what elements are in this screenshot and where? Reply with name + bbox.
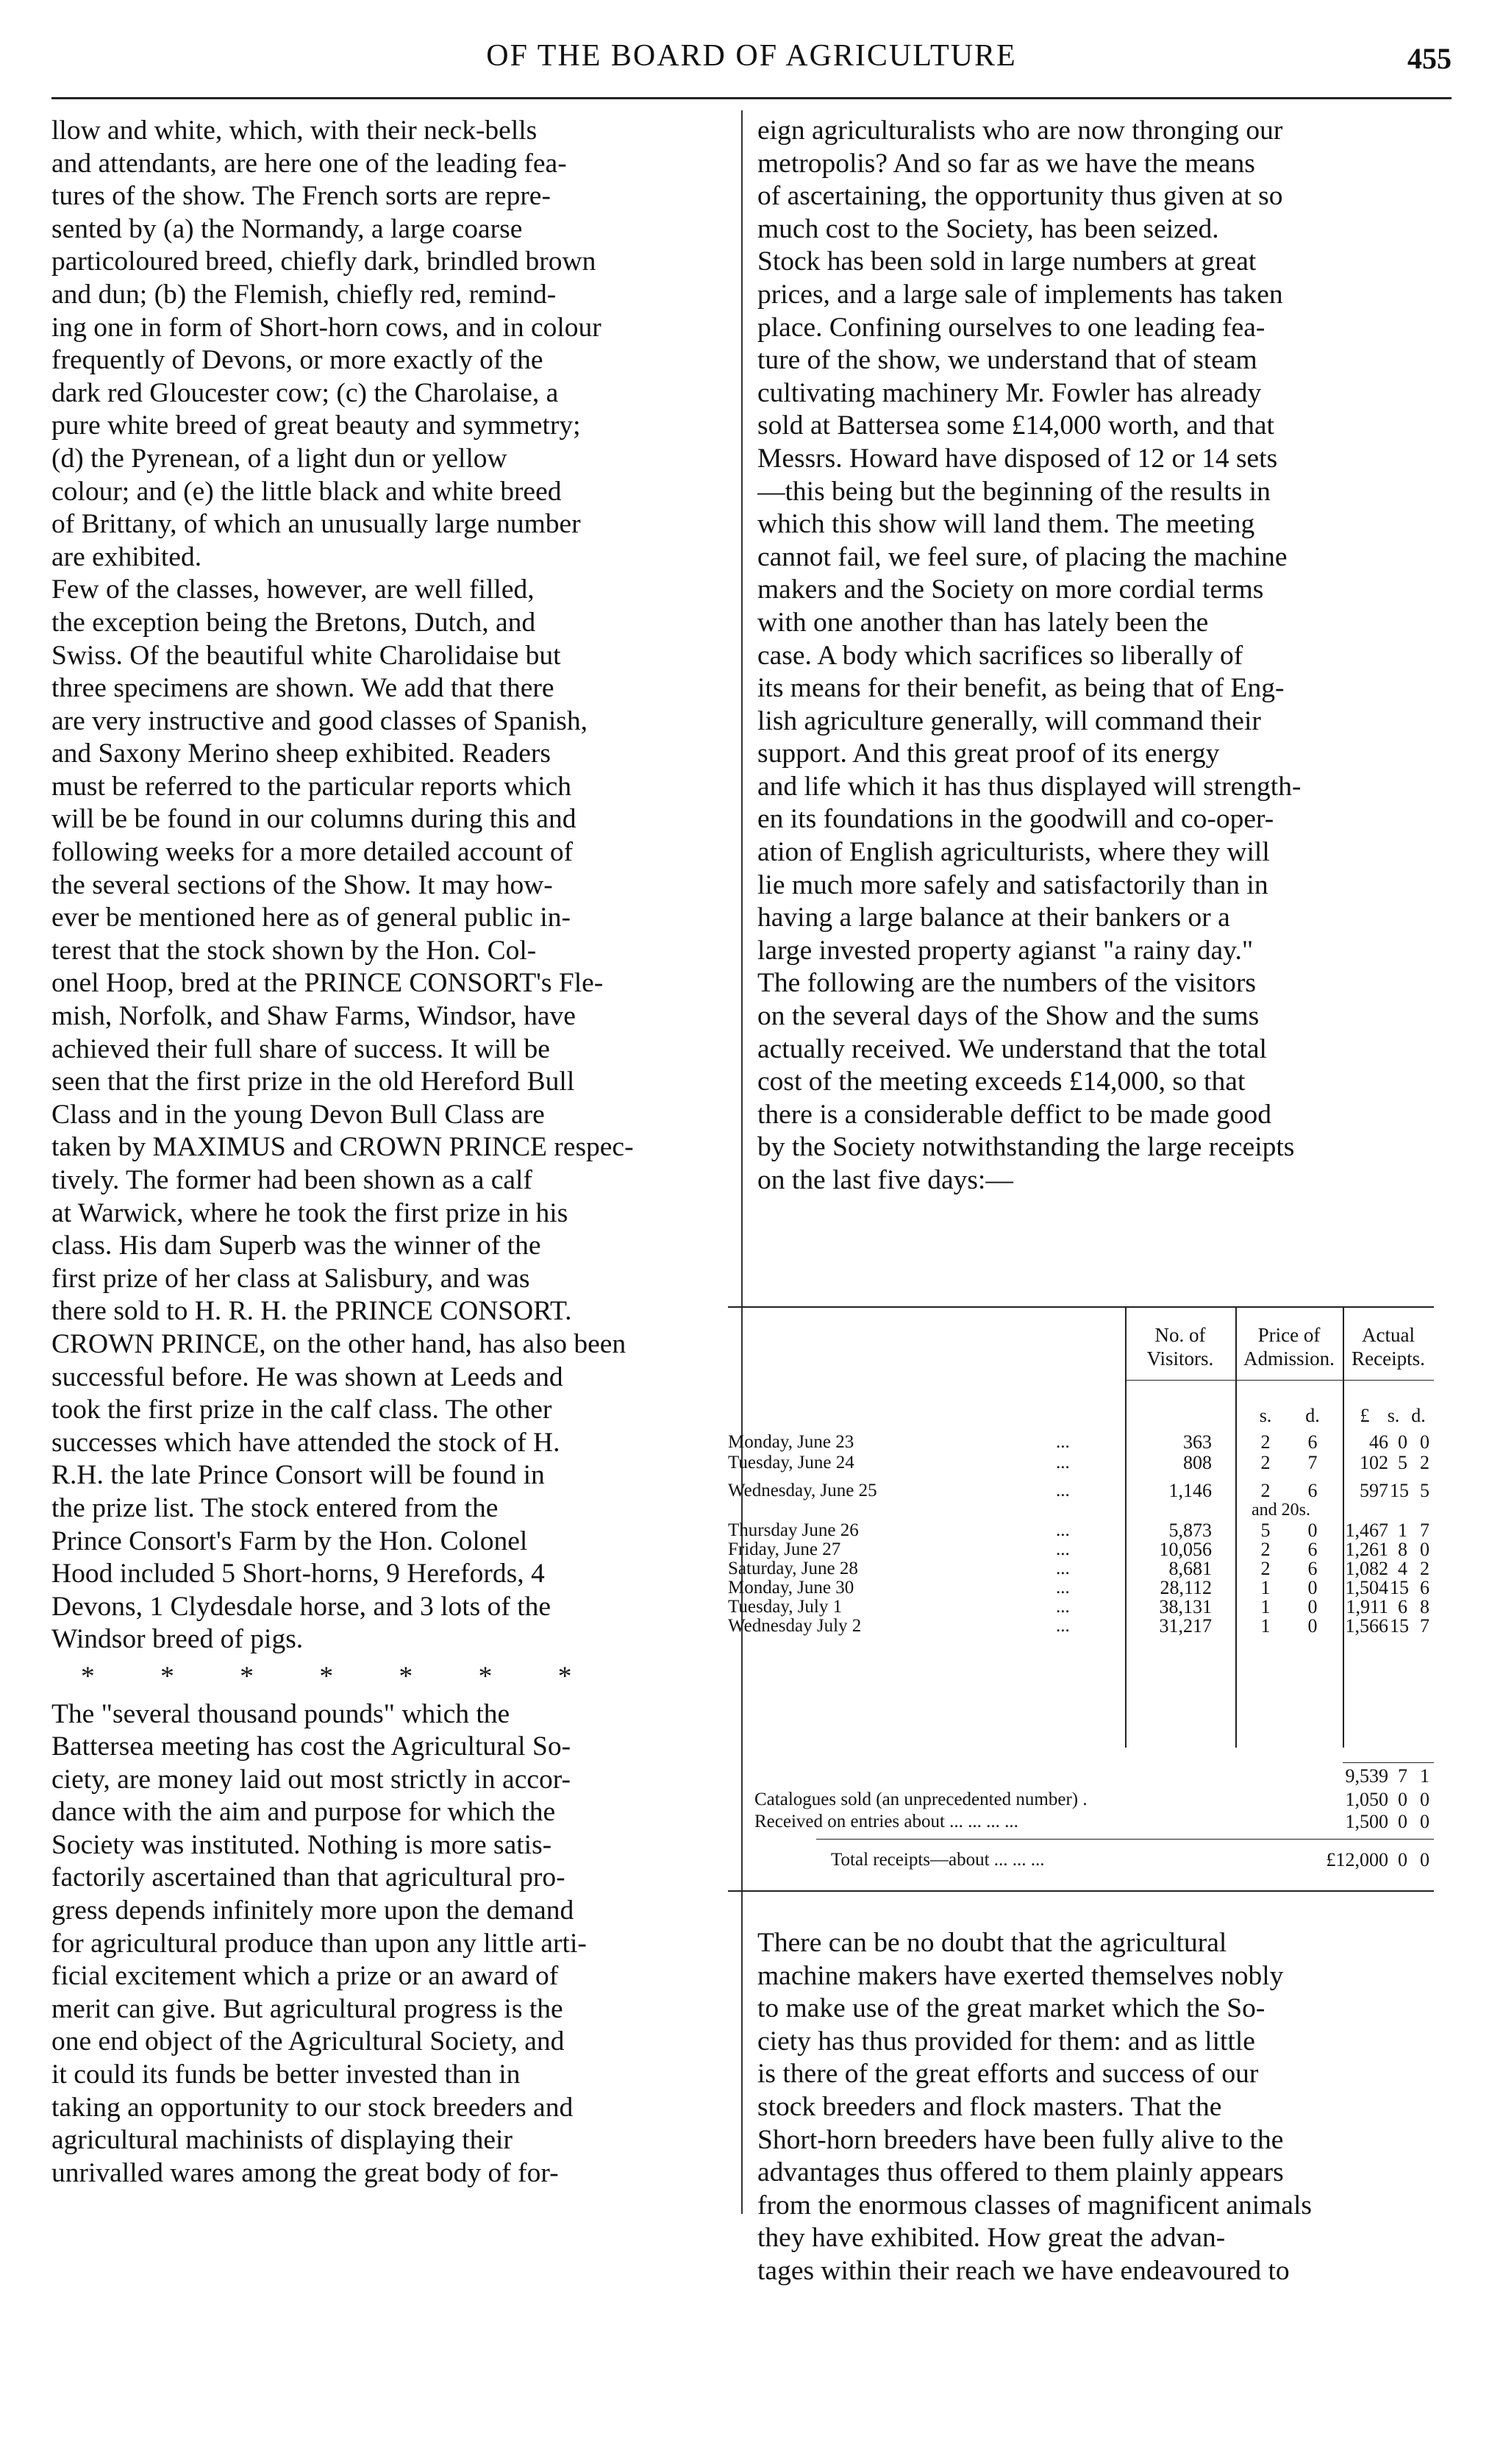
text-line: mish, Norfolk, and Shaw Farms, Windsor, have (51, 1001, 576, 1032)
text-line: ciety has thus provided for them: and as little (757, 2026, 1255, 2057)
text-line: cost of the meeting exceeds £14,000, so that (757, 1067, 1246, 1097)
row-day: Wednesday July 2 (728, 1616, 862, 1636)
text-line: merit can give. But agricultural progress is the (51, 1993, 563, 2024)
row-receipts-pounds: 1,082 (1345, 1558, 1388, 1579)
text-line: tures of the show. The French sorts are repre- (51, 181, 551, 212)
page-number: 455 (1407, 42, 1452, 75)
text-line: on the several days of the Show and the sums (757, 1001, 1260, 1032)
text-line: first prize of her class at Salisbury, and was (51, 1263, 530, 1294)
text-line: there is a considerable deffict to be made good (757, 1099, 1272, 1130)
text-line: onel Hoop, bred at the PRINCE CONSORT's Fle- (51, 968, 604, 999)
right-column (757, 115, 1452, 1197)
text-line: The "several thousand pounds" which the (51, 1698, 510, 1729)
row-price-s: 1 (1260, 1596, 1271, 1617)
text-line: are exhibited. (51, 541, 202, 572)
text-line: particoloured breed, chiefly dark, brindled brown (51, 246, 596, 277)
header-rule (51, 97, 1452, 99)
text-line: tages within their reach we have endeavoured to (757, 2255, 1290, 2286)
row-dots: ... (1056, 1481, 1070, 1500)
text-line: Windsor breed of pigs. (51, 1624, 304, 1655)
row-receipts-shillings: 8 (1398, 1539, 1407, 1560)
text-line: tively. The former had been shown as a calf (51, 1165, 532, 1195)
row-visitors: 5,873 (1168, 1520, 1212, 1541)
entries-pounds: 1,500 (1345, 1811, 1388, 1832)
subtotal-pence: 1 (1420, 1765, 1429, 1787)
row-dots: ... (1056, 1432, 1070, 1452)
text-line: ture of the show, we understand that of steam (757, 345, 1257, 376)
row-receipts-pence: 5 (1420, 1480, 1429, 1501)
text-line: (d) the Pyrenean, of a light dun or yellow (51, 443, 507, 474)
text-line: dance with the aim and purpose for which the (51, 1797, 556, 1828)
text-line: having a large balance at their bankers or a (757, 902, 1230, 933)
row-price-s: 5 (1260, 1520, 1271, 1541)
row-price-s: 2 (1260, 1558, 1271, 1579)
row-day: Tuesday, June 24 (728, 1453, 854, 1473)
header-visitors-2: Visitors. (1146, 1347, 1214, 1370)
row-day: Saturday, June 28 (728, 1559, 858, 1578)
row-receipts-pence: 7 (1420, 1615, 1429, 1637)
text-line: Swiss. Of the beautiful white Charolidaise but (51, 640, 561, 671)
entries-label: Received on entries about ... ... ... ... (754, 1812, 1018, 1831)
header-price-1: Price of (1257, 1324, 1321, 1346)
section-break-stars: * * * * * * * (81, 1661, 601, 1692)
total-pounds: £12,000 (1326, 1849, 1388, 1870)
row-visitors: 8,681 (1168, 1558, 1212, 1579)
row-visitors: 363 (1183, 1431, 1212, 1453)
row-receipts-pence: 6 (1420, 1577, 1429, 1598)
text-line: which this show will land them. The meeting (757, 509, 1255, 540)
text-line: stock breeders and flock masters. That the (757, 2091, 1222, 2122)
text-line: lish agriculture generally, will command their (757, 705, 1261, 736)
column-divider (741, 110, 743, 2214)
row-receipts-pounds: 597 (1360, 1480, 1388, 1501)
catalogues-label: Catalogues sold (an unprecedented number) . (754, 1790, 1088, 1809)
row-price-d: 0 (1307, 1577, 1318, 1598)
row-receipts-shillings: 15 (1390, 1615, 1409, 1637)
text-line: llow and white, which, with their neck-bells (51, 115, 538, 146)
unit-pence: d. (1411, 1405, 1426, 1426)
text-line: much cost to the Society, has been seized. (757, 213, 1219, 244)
header-receipts-2: Receipts. (1352, 1347, 1425, 1370)
row-day: Thursday June 26 (728, 1520, 859, 1540)
text-line: Class and in the young Devon Bull Class are (51, 1099, 545, 1130)
subtotal-pounds: 9,539 (1345, 1765, 1388, 1787)
row-day: Tuesday, July 1 (728, 1597, 843, 1617)
text-line: sented by (a) the Normandy, a large coarse (51, 213, 523, 244)
row-receipts-pounds: 1,566 (1345, 1615, 1388, 1637)
row-price-s: 1 (1260, 1577, 1271, 1598)
text-line: one end object of the Agricultural Society, and (51, 2026, 565, 2057)
text-line: Battersea meeting has cost the Agricultural So- (51, 1731, 571, 1762)
row-receipts-pounds: 102 (1360, 1452, 1388, 1473)
text-line: and Saxony Merino sheep exhibited. Readers (51, 738, 551, 769)
text-line: of ascertaining, the opportunity thus given at so (757, 181, 1283, 212)
text-line: following weeks for a more detailed account of (51, 837, 574, 868)
text-line: makers and the Society on more cordial terms (757, 574, 1264, 605)
text-line: Few of the classes, however, are well filled, (51, 574, 535, 605)
row-price-d: 0 (1307, 1615, 1318, 1637)
row-price-s: 2 (1260, 1539, 1271, 1560)
text-line: R.H. the late Prince Consort will be found in (51, 1460, 545, 1491)
text-line: on the last five days:— (757, 1165, 1013, 1195)
row-price-s: 2 (1260, 1480, 1271, 1501)
text-line: sold at Battersea some £14,000 worth, and that (757, 410, 1274, 441)
text-line: frequently of Devons, or more exactly of the (51, 345, 543, 376)
text-line: Messrs. Howard have disposed of 12 or 14 sets (757, 443, 1278, 474)
row-receipts-shillings: 5 (1398, 1452, 1407, 1473)
unit-d: d. (1305, 1405, 1320, 1426)
table-header-rule (1125, 1380, 1434, 1381)
row-receipts-pounds: 46 (1369, 1431, 1388, 1453)
catalogues-shillings: 0 (1398, 1789, 1407, 1810)
text-line: factorily ascertained than that agricultural pro- (51, 1862, 565, 1893)
text-line: taken by MAXIMUS and CROWN PRINCE respec- (51, 1132, 634, 1163)
text-line: they have exhibited. How great the advan- (757, 2223, 1226, 2254)
row-price-s: 2 (1260, 1431, 1271, 1453)
row-price-d: 6 (1307, 1431, 1318, 1453)
header-price-2: Admission. (1243, 1347, 1335, 1370)
table-bottom-rule (728, 1890, 1434, 1892)
total-shillings: 0 (1398, 1849, 1407, 1870)
row-receipts-pence: 2 (1420, 1452, 1429, 1473)
text-line: The following are the numbers of the visitors (757, 968, 1256, 999)
text-line: taking an opportunity to our stock breeders and (51, 2092, 574, 2123)
row-receipts-pounds: 1,504 (1345, 1577, 1388, 1598)
text-line: Stock has been sold in large numbers at great (757, 246, 1257, 277)
row-receipts-pounds: 1,467 (1345, 1520, 1388, 1541)
text-line: Hood included 5 Short-horns, 9 Herefords, 4 (51, 1559, 545, 1589)
text-line: ever be mentioned here as of general public in- (51, 902, 571, 933)
text-line: is there of the great efforts and success of our (757, 2059, 1259, 2090)
left-paragraph-2 (51, 574, 721, 1656)
text-line: the several sections of the Show. It may how- (51, 869, 553, 900)
text-line: with one another than has lately been the (757, 607, 1209, 638)
row-receipts-pence: 7 (1420, 1520, 1429, 1541)
row-price-s: 2 (1260, 1452, 1271, 1473)
row-receipts-pence: 0 (1420, 1539, 1429, 1560)
row-price-s: 1 (1260, 1615, 1271, 1637)
header-visitors-1: No. of (1154, 1324, 1206, 1346)
text-line: advantages thus offered to them plainly appears (757, 2157, 1284, 2188)
text-line: are very instructive and good classes of Spanish, (51, 705, 588, 736)
text-line: ing one in form of Short-horn cows, and in colour (51, 312, 601, 343)
unit-s: s. (1259, 1405, 1272, 1426)
subtotal-rule (1343, 1762, 1434, 1763)
right-paragraph-3 (757, 1927, 1452, 2288)
row-price-d: 0 (1307, 1596, 1318, 1617)
header-receipts-1: Actual (1362, 1324, 1415, 1346)
total-label: Total receipts—about ... ... ... (831, 1850, 1045, 1870)
row-receipts-pence: 2 (1420, 1558, 1429, 1579)
row-receipts-shillings: 0 (1398, 1431, 1407, 1453)
text-line: at Warwick, where he took the first prize in his (51, 1197, 568, 1228)
text-line: place. Confining ourselves to one leading fea- (757, 312, 1265, 343)
row-visitors: 28,112 (1160, 1577, 1212, 1598)
text-line: Short-horn breeders have been fully alive to the (757, 2124, 1284, 2155)
right-paragraph-1 (757, 115, 1452, 967)
text-line: —this being but the beginning of the results in (757, 476, 1271, 507)
text-line: There can be no doubt that the agricultural (757, 1928, 1227, 1958)
row-dots: ... (1056, 1539, 1070, 1559)
text-line: large invested property agianst "a rainy day." (757, 935, 1254, 966)
row-dots: ... (1056, 1520, 1070, 1540)
text-line: the prize list. The stock entered from the (51, 1492, 499, 1523)
text-line: machine makers have exerted themselves nobly (757, 1960, 1284, 1991)
text-line: metropolis? And so far as we have the means (757, 148, 1255, 179)
text-line: class. His dam Superb was the winner of the (51, 1231, 541, 1261)
catalogues-pounds: 1,050 (1345, 1789, 1388, 1810)
row-day: Monday, June 23 (728, 1432, 854, 1452)
text-line: Prince Consort's Farm by the Hon. Colonel (51, 1525, 528, 1556)
row-price-extra: and 20s. (1252, 1500, 1310, 1520)
text-line: of Brittany, of which an unusually large number (51, 509, 581, 540)
row-receipts-pence: 8 (1420, 1596, 1429, 1617)
text-line: Devons, 1 Clydesdale horse, and 3 lots of the (51, 1591, 551, 1622)
row-price-d: 7 (1307, 1452, 1318, 1473)
text-line: for agricultural produce than upon any little arti- (51, 1928, 587, 1959)
text-line: en its foundations in the goodwill and co-oper- (757, 804, 1274, 835)
row-dots: ... (1056, 1559, 1070, 1578)
table-vrule-2 (1235, 1306, 1237, 1748)
row-price-d: 6 (1307, 1480, 1318, 1501)
entries-shillings: 0 (1398, 1811, 1407, 1832)
subtotal-shillings: 7 (1398, 1765, 1407, 1787)
row-day: Friday, June 27 (728, 1539, 841, 1559)
text-line: three specimens are shown. We add that there (51, 673, 554, 704)
text-line: ficial excitement which a prize or an award of (51, 1961, 559, 1992)
text-line: cannot fail, we feel sure, of placing the machine (757, 541, 1288, 572)
text-line: there sold to H. R. H. the PRINCE CONSORT. (51, 1296, 572, 1327)
text-line: ciety, are money laid out most strictly in accor- (51, 1764, 571, 1795)
row-day: Monday, June 30 (728, 1578, 854, 1598)
text-line: support. And this great proof of its energy (757, 738, 1220, 769)
text-line: terest that the stock shown by the Hon. Col- (51, 935, 537, 966)
row-receipts-shillings: 15 (1390, 1577, 1409, 1598)
unit-pounds: £ (1360, 1405, 1370, 1426)
row-receipts-shillings: 6 (1398, 1596, 1407, 1617)
text-line: Society was instituted. Nothing is more satis- (51, 1829, 552, 1860)
text-line: from the enormous classes of magnificent animals (757, 2190, 1312, 2221)
table-top-rule (728, 1306, 1434, 1308)
text-line: and attendants, are here one of the leading fea- (51, 148, 567, 179)
running-header (51, 32, 1452, 91)
text-line: pure white breed of great beauty and symmetry; (51, 410, 581, 441)
left-paragraph-1 (51, 115, 721, 574)
row-dots: ... (1056, 1616, 1070, 1636)
text-line: the exception being the Bretons, Dutch, and (51, 607, 536, 638)
text-line: successful before. He was shown at Leeds and (51, 1361, 563, 1392)
text-line: will be be found in our columns during this and (51, 804, 576, 835)
row-visitors: 808 (1183, 1452, 1212, 1473)
text-line: cultivating machinery Mr. Fowler has already (757, 377, 1262, 408)
text-line: must be referred to the particular reports which (51, 771, 572, 802)
text-line: unrivalled wares among the great body of for- (51, 2157, 559, 2188)
row-receipts-shillings: 1 (1398, 1520, 1407, 1541)
row-receipts-shillings: 15 (1390, 1480, 1409, 1501)
text-line: lie much more safely and satisfactorily than in (757, 869, 1268, 900)
row-receipts-pounds: 1,911 (1346, 1596, 1388, 1617)
row-day: Wednesday, June 25 (728, 1481, 877, 1500)
text-line: successes which have attended the stock of H. (51, 1427, 560, 1458)
row-visitors: 10,056 (1159, 1539, 1212, 1560)
text-line: to make use of the great market which the So- (757, 1993, 1265, 2024)
text-line: achieved their full share of success. It will be (51, 1033, 550, 1064)
text-line: prices, and a large sale of implements has taken (757, 279, 1283, 310)
text-line: colour; and (e) the little black and white breed (51, 476, 562, 507)
text-line: gress depends infinitely more upon the demand (51, 1895, 574, 1926)
text-line: case. A body which sacrifices so liberally of (757, 640, 1243, 671)
left-column (51, 115, 721, 2190)
row-visitors: 31,217 (1159, 1615, 1212, 1637)
left-paragraph-3 (51, 1698, 721, 2190)
page-title: OF THE BOARD OF AGRICULTURE (486, 39, 1017, 73)
row-visitors: 1,146 (1168, 1480, 1212, 1501)
row-receipts-shillings: 4 (1398, 1558, 1407, 1579)
row-receipts-pence: 0 (1420, 1431, 1429, 1453)
catalogues-pence: 0 (1420, 1789, 1429, 1810)
text-line: actually received. We understand that the total (757, 1033, 1267, 1064)
row-dots: ... (1056, 1597, 1070, 1617)
text-line: CROWN PRINCE, on the other hand, has also been (51, 1328, 626, 1359)
text-line: it could its funds be better invested than in (51, 2059, 521, 2090)
text-line: and dun; (b) the Flemish, chiefly red, remind- (51, 279, 557, 310)
row-price-d: 0 (1307, 1520, 1318, 1541)
row-receipts-pounds: 1,261 (1345, 1539, 1388, 1560)
entries-pence: 0 (1420, 1811, 1429, 1832)
text-line: and life which it has thus displayed will strength- (757, 771, 1302, 802)
unit-shillings: s. (1387, 1405, 1400, 1426)
text-line: ation of English agriculturists, where they will (757, 837, 1270, 868)
row-dots: ... (1056, 1578, 1070, 1598)
text-line: took the first prize in the calf class. The other (51, 1395, 552, 1425)
row-price-d: 6 (1307, 1539, 1318, 1560)
row-dots: ... (1056, 1453, 1070, 1473)
text-line: seen that the first prize in the old Hereford Bull (51, 1067, 575, 1097)
text-line: by the Society notwithstanding the large receipts (757, 1132, 1295, 1163)
right-paragraph-2 (757, 967, 1452, 1197)
total-rule (816, 1839, 1434, 1840)
right-column-lower (757, 1927, 1452, 2288)
text-line: agricultural machinists of displaying their (51, 2125, 513, 2156)
total-pence: 0 (1420, 1849, 1429, 1870)
text-line: dark red Gloucester cow; (c) the Charolaise, a (51, 377, 559, 408)
text-line: eign agriculturalists who are now thronging our (757, 115, 1283, 146)
row-visitors: 38,131 (1159, 1596, 1212, 1617)
row-price-d: 6 (1307, 1558, 1318, 1579)
text-line: its means for their benefit, as being that of Eng- (757, 673, 1285, 704)
